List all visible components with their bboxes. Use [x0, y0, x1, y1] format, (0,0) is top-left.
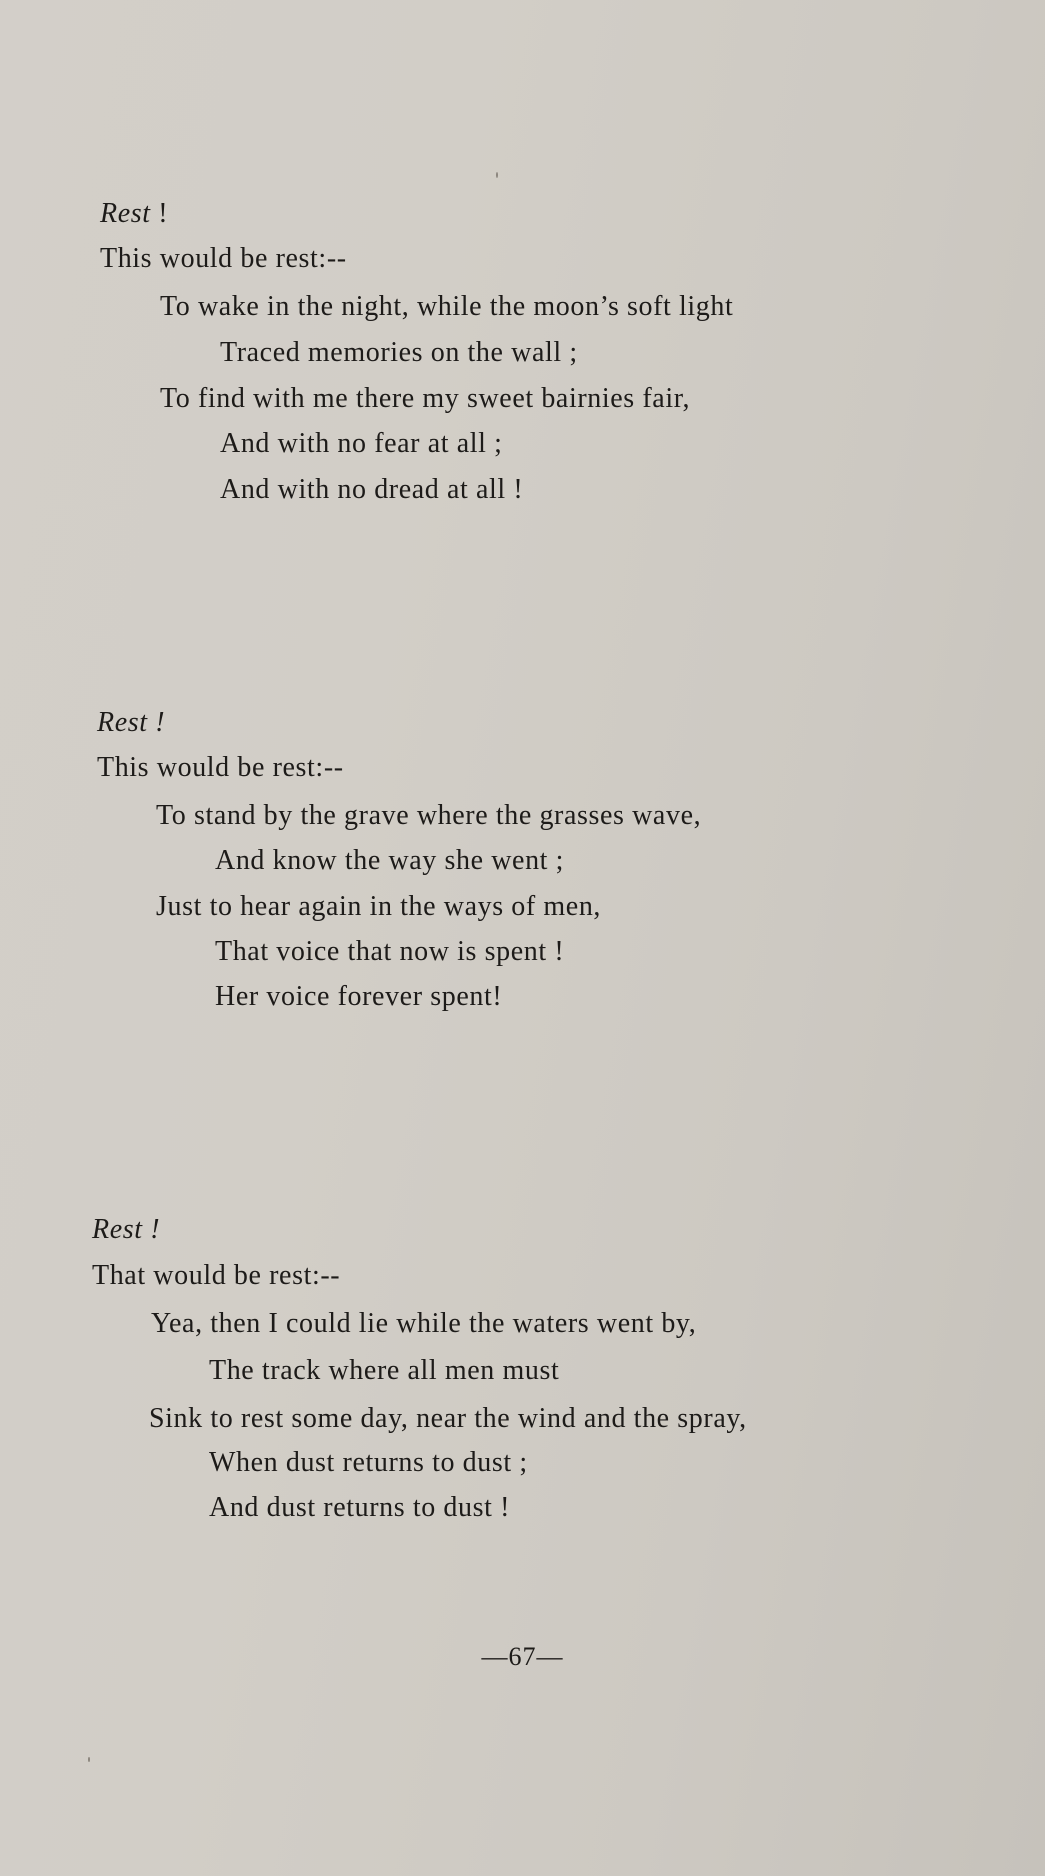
poem-line: When dust returns to dust ; — [209, 1447, 528, 1478]
stanza-heading: Rest ! — [97, 707, 166, 738]
poem-line: Her voice forever spent! — [215, 981, 503, 1012]
poem-line: Yea, then I could lie while the waters went by, — [151, 1308, 697, 1339]
poem-line: Just to hear again in the ways of men, — [156, 891, 602, 922]
poem-line: To wake in the night, while the moon’s soft light — [160, 291, 734, 322]
poem-line: And know the way she went ; — [215, 845, 565, 876]
poem-line: To find with me there my sweet bairnies fair, — [160, 383, 691, 414]
poem-line: Traced memories on the wall ; — [220, 337, 578, 368]
poem-line: Sink to rest some day, near the wind and the spray, — [149, 1403, 747, 1434]
page-number: —67— — [481, 1642, 564, 1671]
stanza-heading: Rest ! — [92, 1214, 161, 1245]
poem-line: That would be rest:-- — [92, 1260, 341, 1291]
paper-speck — [496, 172, 498, 178]
poem-line: And with no dread at all ! — [220, 474, 524, 505]
poem-line: The track where all men must — [209, 1355, 560, 1386]
poem-line: That voice that now is spent ! — [215, 936, 565, 967]
poem-line: This would be rest:-- — [100, 243, 347, 274]
poem-line: And dust returns to dust ! — [209, 1492, 511, 1523]
poem-line: This would be rest:-- — [97, 752, 344, 783]
poem-line: And with no fear at all ; — [220, 428, 503, 459]
paper-speck — [88, 1757, 90, 1762]
poem-line: To stand by the grave where the grasses wave, — [156, 800, 702, 831]
stanza-heading: Rest ! — [100, 198, 169, 229]
